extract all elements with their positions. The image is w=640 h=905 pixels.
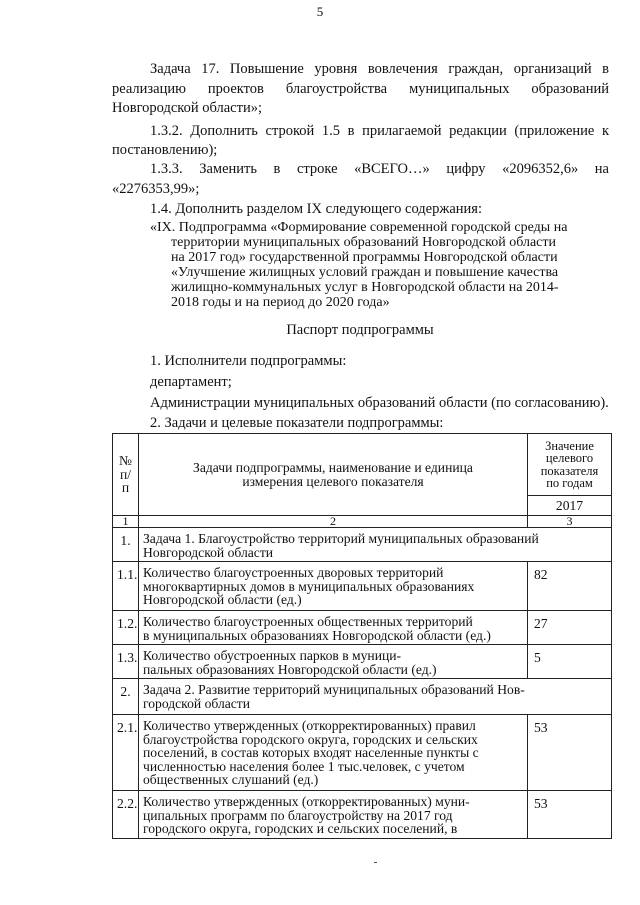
header-desc-l1: Задачи подпрограммы, наименование и единица	[193, 460, 473, 475]
header-val-l4: по годам	[546, 476, 593, 490]
row-line: многоквартирных домов в муниципальных образованиях	[143, 578, 475, 594]
task17-line2: реализацию проектов благоустройства муниципальных образований	[112, 81, 609, 97]
tasks-heading: 2. Задачи и целевые показатели подпрограммы:	[150, 415, 444, 431]
header-num-l1: №	[119, 453, 132, 469]
row-value: 82	[528, 562, 612, 611]
item-1-4: 1.4. Дополнить разделом IX следующего содержания:	[150, 201, 483, 217]
header-val-l1: Значение	[545, 438, 594, 453]
header-val-l3: показателя	[540, 463, 599, 478]
row-line: благоустройства городского округа, городских и сельских	[143, 731, 478, 747]
row-value: 53	[528, 791, 612, 839]
item-1-3-2-line1: 1.3.2. Дополнить строкой 1.5 в прилагаемой редакции (приложение к	[150, 123, 609, 139]
section-ix-line4: «Улучшение жилищных условий граждан и повышение качества	[171, 265, 559, 280]
row-line: Количество утвержденных (откорректированных) правил	[143, 718, 476, 733]
row-text	[139, 679, 612, 715]
row-line: Количество благоустроенных общественных территорий	[143, 614, 473, 629]
executors-item-2: Администрации муниципальных образований области (по согласованию).	[150, 395, 609, 411]
row-text	[139, 611, 528, 645]
row-line: Количество обустроенных парков в муници-	[143, 648, 402, 663]
row-num: 1.2.	[113, 611, 139, 645]
index-3: 3	[528, 516, 612, 528]
row-line: городского округа, городских и сельских поселений, в	[143, 821, 458, 836]
header-num-cell	[113, 434, 139, 516]
header-desc-l2: измерения целевого показателя	[242, 473, 424, 489]
table-header-row	[113, 434, 612, 496]
table-row	[113, 562, 612, 611]
header-year: 2017	[528, 496, 612, 516]
task17-line1: Задача 17. Повышение уровня вовлечения граждан, организаций в	[150, 61, 609, 77]
header-value-cell	[528, 434, 612, 496]
section-ix-line3: на 2017 год» государственной программы Новгородской области	[171, 250, 558, 265]
item-1-3-2-line2: постановлению);	[112, 142, 218, 158]
table-row	[113, 611, 612, 645]
row-text	[139, 645, 528, 679]
item-1-3-3-line2: «2276353,99»;	[112, 181, 200, 197]
row-line: общественных слушаний (ед.)	[143, 772, 319, 787]
row-line: численностью населения более 1 тыс.человек, с учетом	[143, 758, 465, 774]
row-num: 1.	[113, 528, 139, 562]
table-row	[113, 715, 612, 791]
passport-title: Паспорт подпрограммы	[286, 322, 434, 338]
row-num: 2.	[113, 679, 139, 715]
row-value: 5	[528, 645, 612, 679]
row-line: Новгородской области	[143, 544, 274, 560]
row-line: Количество благоустроенных дворовых территорий	[143, 565, 444, 580]
header-num-l2: п/п	[119, 466, 132, 496]
row-value: 53	[528, 715, 612, 791]
row-line: городской области	[143, 695, 251, 711]
header-desc-cell	[139, 434, 528, 516]
row-line: пальных образованиях Новгородской области (ед.)	[143, 661, 437, 677]
section-ix-line6: 2018 годы и на период до 2020 года»	[171, 295, 390, 310]
section-ix-line2: территории муниципальных образований Новгородской области	[171, 235, 556, 250]
table-row	[113, 679, 612, 715]
row-num: 2.2.	[113, 791, 139, 839]
table-index-row	[113, 516, 612, 528]
row-num: 1.1.	[113, 562, 139, 611]
index-2: 2	[139, 516, 528, 528]
page-number: 5	[316, 4, 324, 19]
row-line: Задача 2. Развитие территорий муниципальных образований Нов-	[143, 682, 525, 697]
row-line: Задача 1. Благоустройство территорий муниципальных образований	[143, 531, 539, 546]
row-line: Количество утвержденных (откорректированных) муни-	[143, 794, 470, 809]
row-text	[139, 562, 528, 611]
row-line: в муниципальных образованиях Новгородской области (ед.)	[143, 627, 491, 643]
executors-heading: 1. Исполнители подпрограммы:	[150, 353, 347, 369]
row-line: Новгородской области (ед.)	[143, 592, 302, 607]
table-row	[113, 528, 612, 562]
table-row	[113, 791, 612, 839]
row-num: 1.3.	[113, 645, 139, 679]
section-ix-line1: «IX. Подпрограмма «Формирование современной городской среды на	[150, 220, 568, 235]
scan-speck	[374, 862, 377, 863]
row-num: 2.1.	[113, 715, 139, 791]
row-text	[139, 791, 528, 839]
tasks-table	[112, 433, 612, 839]
executors-item-1: департамент;	[150, 374, 232, 390]
row-value: 27	[528, 611, 612, 645]
row-text	[139, 528, 612, 562]
section-ix-line5: жилищно-коммунальных услуг в Новгородской области на 2014-	[171, 280, 559, 295]
index-1: 1	[113, 516, 139, 528]
table-row	[113, 645, 612, 679]
row-text	[139, 715, 528, 791]
row-line: ципальных программ по благоустройству на 2017 год	[143, 807, 453, 823]
item-1-3-3-line1: 1.3.3. Заменить в строке «ВСЕГО…» цифру «2096352,6» на	[150, 161, 609, 177]
task17-line3: Новгородской области»;	[112, 100, 262, 116]
row-line: поселений, в состав которых входят населенные пункты с	[143, 745, 479, 760]
header-val-l2: целевого	[545, 451, 594, 465]
